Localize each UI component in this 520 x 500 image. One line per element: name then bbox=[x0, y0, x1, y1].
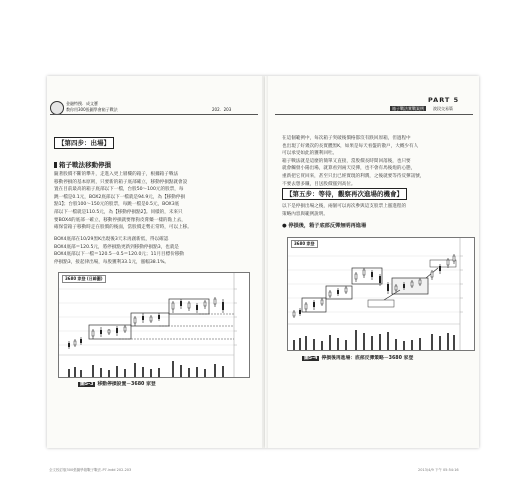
figure-caption-text: 停損後再進場：底部反彈策略－3680 家登 bbox=[321, 356, 414, 361]
chart-stock-label: 3680 家登 (日線圖) bbox=[62, 275, 106, 283]
step5-paragraph: 以下是停損出場之後，兩個可以再次參與這支股票上漲進程的 策略內容與範例說明。 bbox=[282, 204, 407, 217]
left-footer: 全文校訂版300張圖學箱戰子戰法-P7.indd 202-203 bbox=[49, 468, 132, 472]
figure-caption bbox=[78, 380, 156, 387]
book-title: 教你用300張圖學會箱子戰法 bbox=[66, 107, 118, 112]
page-numbers: 202．203 bbox=[212, 107, 232, 112]
body-paragraph-2: BOX4底部在10/29黑K出現後3天未再創新低，得以確認 BOX4底部＝120.5元，將停損點更新到移動停損點3，也就是 BOX4底部以下一檔＝120.5－0.5＝120.0元；11月目標价移動 停損點3，接起律出場，每股獲利33.1元，漲幅38.1%。 bbox=[54, 237, 185, 265]
body-paragraph-1: 隨著股價不斷的攀升，走進入更上層樓的箱子，根據箱子戰法 移動停損的基本原則，只要新的箱子底部確立，移動停損點就會設 置在目前最高的箱子底部以下一檔，台股50～100元的股票，每 跳一檔是0.1元，BOX2底部以下一檔就是94.9元，為【移動停損 點1】；台股100～150元的股票，每跳一檔是0.5元，BOX3底 部以下一檔就是110.5元，為【移動停損點2】。同樣的，未來只 要BOX4的底部一確立，移動停損就要像狗皮膏藥一樣的黏上去， 確保當箱子移動時走在股價的後面，當股價走勢正常時，可以上移。 bbox=[54, 172, 192, 231]
part-label: PART 5 bbox=[428, 96, 460, 104]
stock-chart-figure-5-3 bbox=[58, 272, 250, 378]
header-rule bbox=[275, 114, 473, 115]
step5-title: 【第五步：等待，觀察再次進場的機會】 bbox=[282, 188, 407, 200]
right-footer: 2013/4/9 下午 05:54:16 bbox=[418, 468, 459, 472]
stock-chart-figure-5-4 bbox=[287, 237, 475, 351]
step4-title: 【第四步：出場】 bbox=[54, 137, 114, 149]
bullet-heading bbox=[282, 222, 366, 229]
section-heading: 箱子戰法移動停損 bbox=[54, 160, 111, 169]
series-title: 金融特搜．成文寶 bbox=[66, 101, 98, 106]
header-rule bbox=[50, 114, 258, 115]
chapter-sub: 波段交易篇 bbox=[433, 106, 453, 111]
series-logo-icon bbox=[50, 101, 64, 115]
bullet-heading-text: 停損後，箱子底部反彈無明再進場 bbox=[288, 223, 367, 229]
figure-number: 圖5-4 bbox=[304, 356, 318, 361]
figure-caption bbox=[302, 354, 413, 361]
figure-number: 圖5-3 bbox=[80, 382, 94, 387]
book-gutter bbox=[262, 76, 268, 448]
chart-stock-label: 3680 家登 bbox=[291, 240, 318, 248]
bullet-icon: ● bbox=[282, 223, 287, 229]
chapter-tab: 箱子戰法實戰案例 bbox=[392, 106, 424, 111]
figure-caption-text: 移動停損設置－3680 家登 bbox=[97, 382, 156, 387]
intro-paragraph: 在這個範例中，每次箱子突破後價格都沒有跌回原箱，但過程中 也出現了好幾次的長實體黑K，如果是每天看盤的散戶，大概少有人 可以承受如此的獲利回吐。 箱子戰法就是這麼的簡單又直接，當股價長時間回落後，也只要 就會觸發小陽出場，就算看到兩天反彈，也不會有馬後炮的心態， 重新把它買回來，甚至只出已經實現的利潤，之後就要等待反彈訊號， 不要去想多賺，目送股價漲到高位。 bbox=[282, 136, 425, 187]
